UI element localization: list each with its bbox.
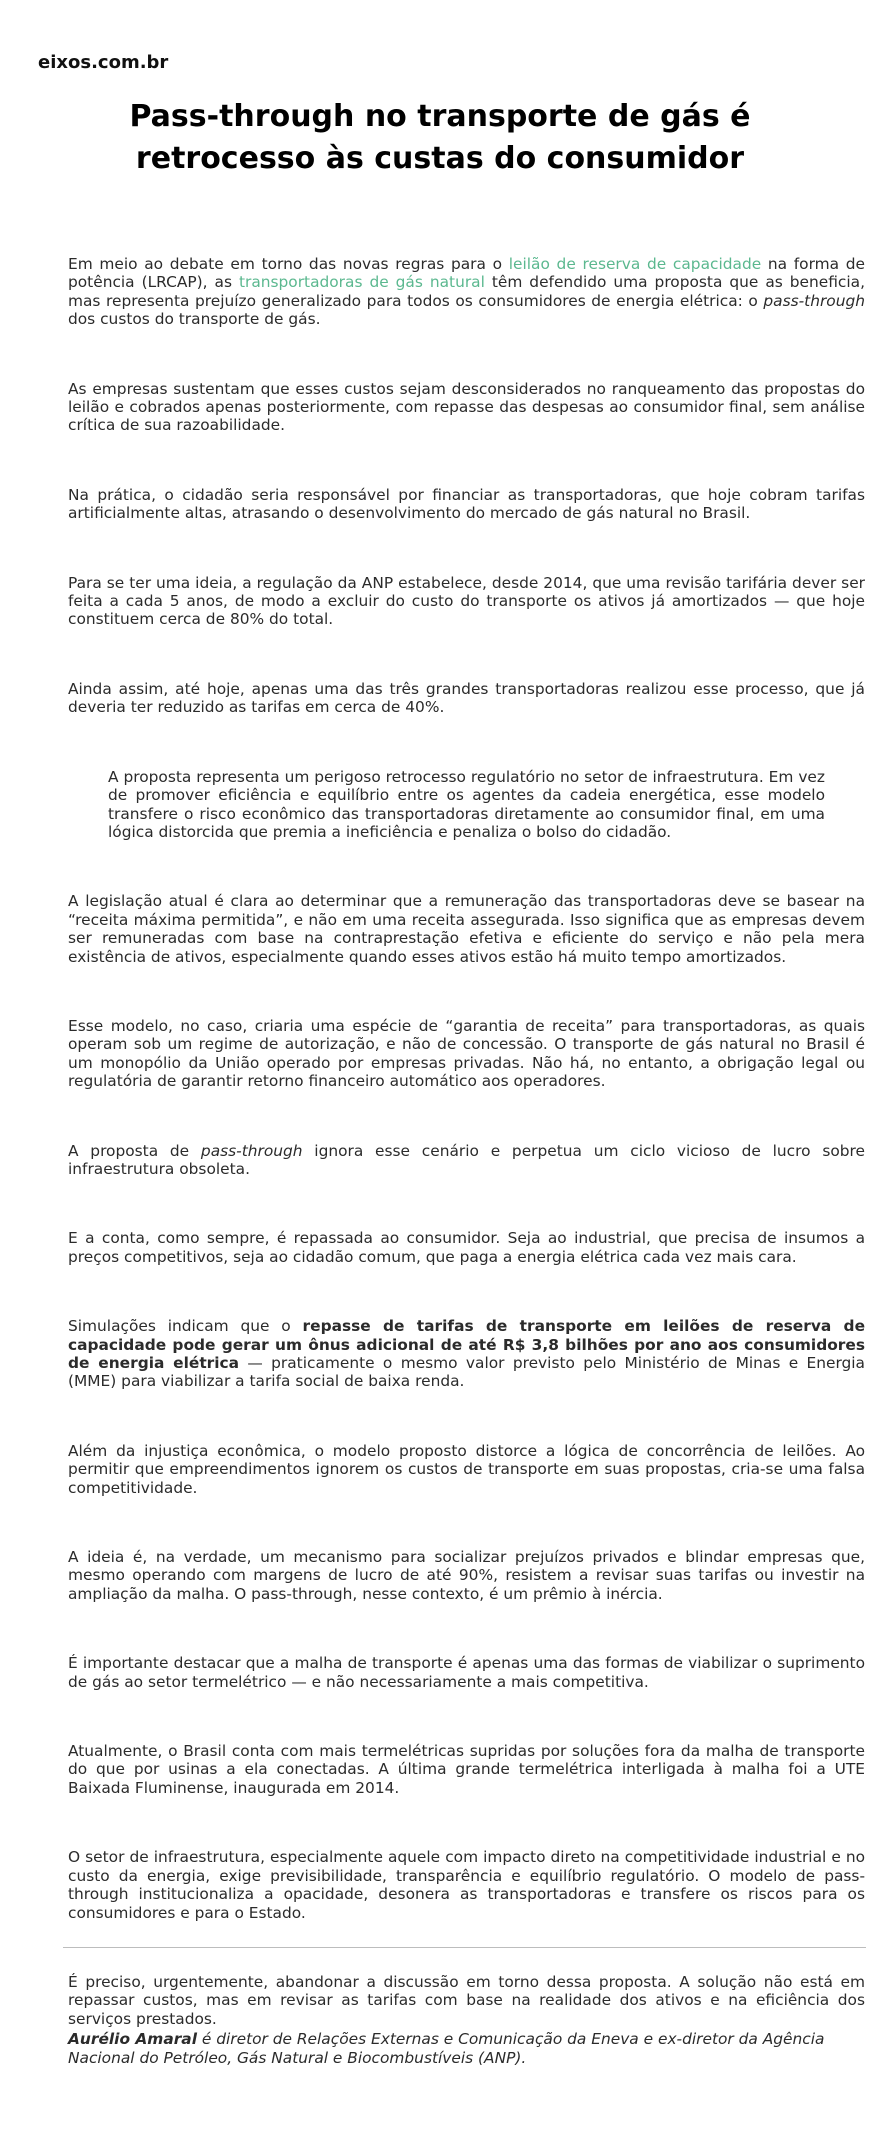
paragraph-6: A legislação atual é clara ao determinar que a remuneração das transportadoras deve se basear na “receita máxima permitida”, e não em uma receita assegurada. Isso significa que as empresas devem ser remuneradas com base na contraprestação efetiva e eficiente do serviço e não pela mera existência de ativos, especialmente quando esses ativos estão há muito tempo amortizados.	[68, 892, 865, 966]
divider	[63, 1947, 866, 1948]
paragraph-11: Além da injustiça econômica, o modelo proposto distorce a lógica de concorrência de leilões. Ao permitir que empreendimentos ignorem os custos de transporte em suas propostas, cria-se uma falsa competitividade.	[68, 1441, 865, 1497]
p1-text-a: Em meio ao debate em torno das novas regras para o	[68, 255, 509, 273]
link-transportadoras-gas-natural[interactable]: transportadoras de gás natural	[238, 273, 485, 292]
pull-quote: A proposta representa um perigoso retrocesso regulatório no setor de infraestrutura. Em vez de promover eficiência e equilíbrio entre os agentes da cadeia energética, esse modelo transfere o risco econômico das transportadoras diretamente ao consumidor final, em uma lógica distorcida que premia a ineficiência e penaliza o bolso do cidadão.	[108, 767, 825, 841]
article-body	[68, 255, 865, 2079]
p10-text-a: Simulações indicam que o	[68, 1317, 303, 1336]
paragraph-1	[68, 255, 865, 329]
paragraph-8	[68, 1142, 865, 1179]
p1-text-c: têm defendido uma proposta que as beneficia, mas representa prejuízo generalizado para todos os consumidores de energia elétrica: o	[68, 273, 865, 310]
paragraph-10	[68, 1317, 865, 1391]
paragraph-15: O setor de infraestrutura, especialmente aquele com impacto direto na competitividade industrial e no custo da energia, exige previsibilidade, transparência e equilíbrio regulatório. O modelo de pass-through institucionaliza a opacidade, desonera as transportadoras e transfere os riscos para os consumidores e para o Estado.	[68, 1848, 865, 1922]
p1-emphasis: pass-through	[763, 291, 865, 310]
p1-text-d: dos custos do transporte de gás.	[68, 310, 321, 329]
p10-strong: repasse de tarifas de transporte em leilões de reserva de capacidade pode gerar um ônus adicional de até R$ 3,8 bilhões por ano aos consumidores de energia elétrica	[68, 1317, 866, 1372]
p8-text-b: ignora esse cenário e perpetua um ciclo vicioso de lucro sobre infraestrutura obsoleta.	[68, 1141, 865, 1178]
paragraph-5: Ainda assim, até hoje, apenas uma das três grandes transportadoras realizou esse processo, que já deveria ter reduzido as tarifas em cerca de 40%.	[68, 679, 865, 717]
paragraph-9: E a conta, como sempre, é repassada ao consumidor. Seja ao industrial, que precisa de insumos a preços competitivos, seja ao cidadão comum, que paga a energia elétrica cada vez mais cara.	[68, 1229, 865, 1266]
paragraph-4: Para se ter uma ideia, a regulação da ANP estabelece, desde 2014, que uma revisão tarifária dever ser feita a cada 5 anos, de modo a excluir do custo do transporte os ativos já amortizados — que hoje constituem cerca de 80% do total.	[68, 573, 865, 629]
p8-emphasis: pass-through	[200, 1141, 303, 1160]
p10-text-b: — praticamente o mesmo valor previsto pelo Ministério de Minas e Energia (MME) para viabilizar a tarifa social de baixa renda.	[68, 1354, 865, 1391]
author-bio-text: é diretor de Relações Externas e Comunicação da Eneva e ex-diretor da Agência Nacional do Petróleo, Gás Natural e Biocombustíveis (ANP).	[68, 2030, 825, 2067]
p1-text-b: na forma de potência (LRCAP), as	[68, 255, 865, 292]
link-leilao-reserva-capacidade[interactable]: leilão de reserva de capacidade	[508, 255, 762, 273]
p8-text-a: A proposta de	[68, 1141, 201, 1160]
article-headline: Pass-through no transporte de gás é retrocesso às custas do consumidor	[129, 99, 751, 176]
author-name: Aurélio Amaral	[68, 2030, 197, 2048]
paragraph-2: As empresas sustentam que esses custos sejam desconsiderados no ranqueamento das propostas do leilão e cobrados apenas posteriormente, com repasse das despesas ao consumidor final, sem análise crítica de sua razoabilidade.	[68, 379, 865, 435]
paragraph-7: Esse modelo, no caso, criaria uma espécie de “garantia de receita” para transportadoras, as quais operam sob um regime de autorização, e não de concessão. O transporte de gás natural no Brasil é um monopólio da União operado por empresas privadas. Não há, no entanto, a obrigação legal ou regulatória de garantir retorno financeiro automático aos operadores.	[68, 1016, 865, 1091]
paragraph-3: Na prática, o cidadão seria responsável por financiar as transportadoras, que hoje cobram tarifas artificialmente altas, atrasando o desenvolvimento do mercado de gás natural no Brasil.	[68, 485, 865, 523]
paragraph-12: A ideia é, na verdade, um mecanismo para socializar prejuízos privados e blindar empresas que, mesmo operando com margens de lucro de até 90%, resistem a revisar suas tarifas ou investir na ampliação da malha. O pass-through, nesse contexto, é um prêmio à inércia.	[68, 1548, 865, 1603]
paragraph-14: Atualmente, o Brasil conta com mais termelétricas supridas por soluções fora da malha de transporte do que por usinas a ela conectadas. A última grande termelétrica interligada à malha foi a UTE Baixada Fluminense, inaugurada em 2014.	[68, 1742, 865, 1797]
paragraph-16: É preciso, urgentemente, abandonar a discussão em torno dessa proposta. A solução não está em repassar custos, mas em revisar as tarifas com base na realidade dos ativos e na eficiência dos serviços prestados.	[68, 1972, 865, 2028]
paragraph-13: É importante destacar que a malha de transporte é apenas uma das formas de viabilizar o suprimento de gás ao setor termelétrico — e não necessariamente a mais competitiva.	[68, 1654, 865, 1691]
author-bio	[68, 2030, 865, 2067]
site-name: eixos.com.br	[38, 52, 169, 73]
